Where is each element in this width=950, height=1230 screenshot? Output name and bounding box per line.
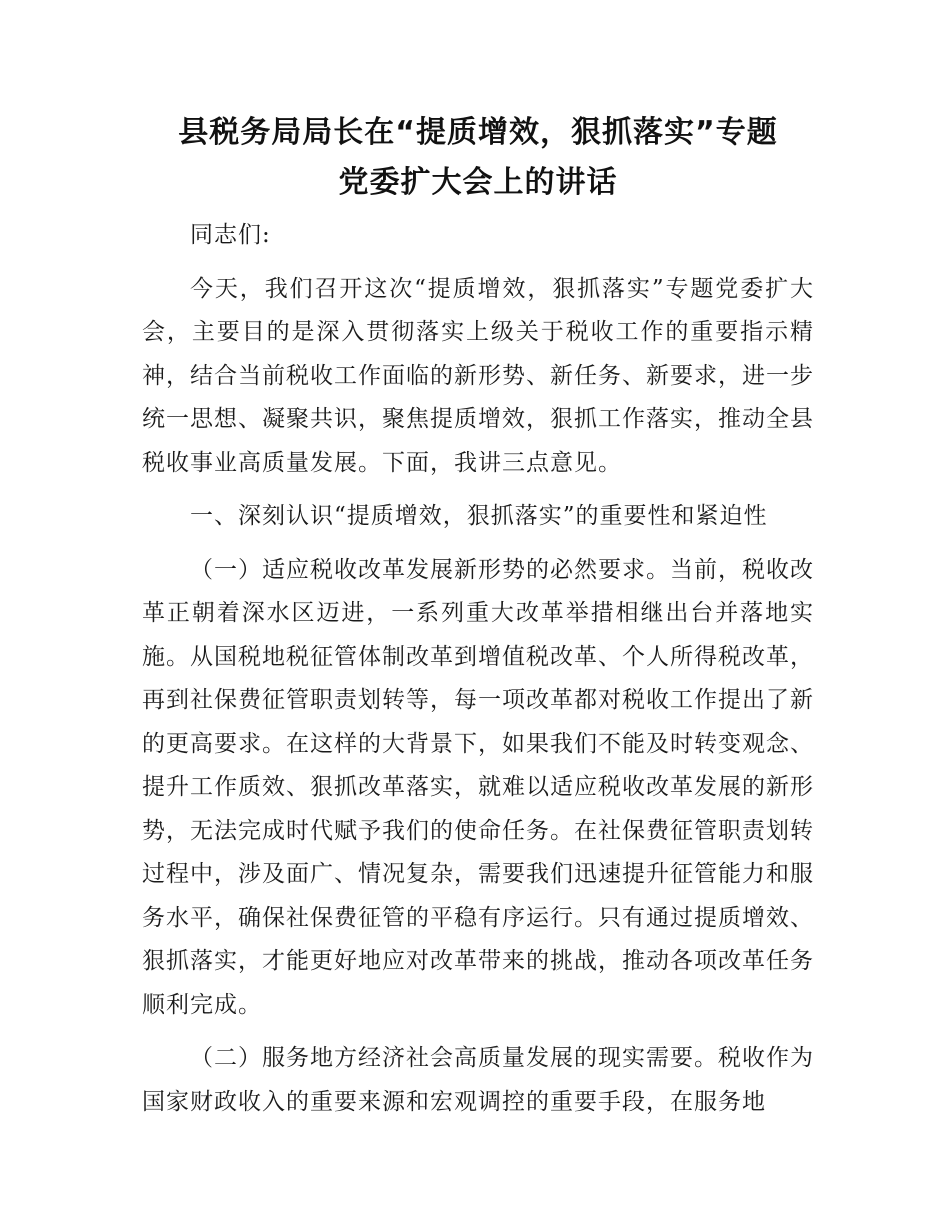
- point-2-paragraph: （二）服务地方经济社会高质量发展的现实需要。税收作为国家财政收入的重要来源和宏观调控的重要手段，在服务地: [142, 1045, 814, 1115]
- title-line-1: 县税务局局长在“提质增效，狠抓落实”专题: [178, 115, 778, 150]
- document-page: [142, 108, 814, 1134]
- title-line-2: 党委扩大会上的讲话: [338, 165, 618, 200]
- salutation: 同志们:: [190, 222, 271, 248]
- intro-paragraph: 今天，我们召开这次“提质增效，狠抓落实”专题党委扩大会，主要目的是深入贯彻落实上级关于税收工作的重要指示精神，结合当前税收工作面临的新形势、新任务、新要求，进一步统一思想、凝聚共识，聚焦提质增效，狠抓工作落实，推动全县税收事业高质量发展。下面，我讲三点意见。: [142, 275, 814, 476]
- document-title: [142, 108, 814, 208]
- point-1-paragraph: （一）适应税收改革发展新形势的必然要求。当前，税收改革正朝着深水区迈进，一系列重大改革举措相继出台并落地实施。从国税地税征管体制改革到增值税改革、个人所得税改革，再到社保费征管职责划转等，每一项改革都对税收工作提出了新的更高要求。在这样的大背景下，如果我们不能及时转变观念、提升工作质效、狠抓改革落实，就难以适应税收改革发展的新形势，无法完成时代赋予我们的使命任务。在社保费征管职责划转过程中，涉及面广、情况复杂，需要我们迅速提升征管能力和服务水平，确保社保费征管的平稳有序运行。只有通过提质增效、狠抓落实，才能更好地应对改革带来的挑战，推动各项改革任务顺利完成。: [142, 556, 814, 1018]
- section-1-heading: 一、深刻认识“提质增效，狠抓落实”的重要性和紧迫性: [190, 503, 768, 529]
